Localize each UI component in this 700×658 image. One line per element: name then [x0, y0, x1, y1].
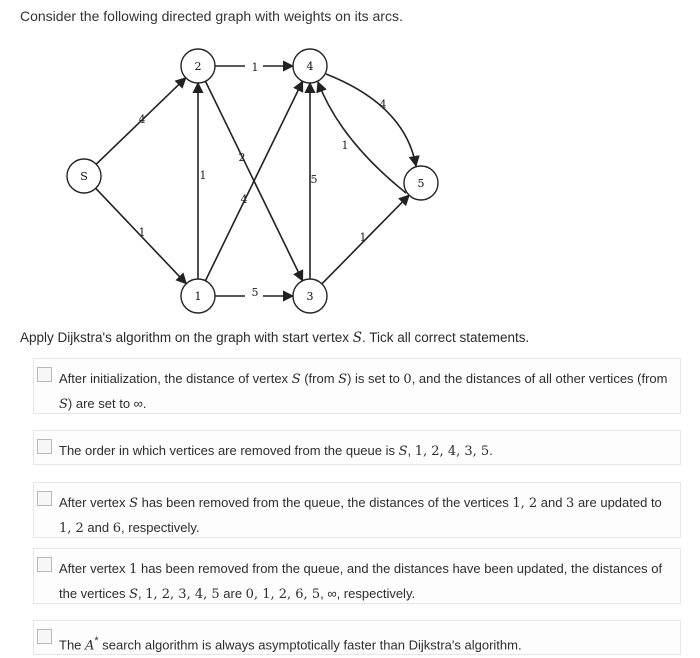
- option-text: After vertex S has been removed from the queue, the distances of the vertices 1, 2 and 3 are updated to 1, 2 and 6, respectively.: [59, 495, 662, 536]
- edge-weight-1-2: 1: [199, 169, 207, 182]
- edge-4-5: [326, 74, 416, 166]
- option-4[interactable]: [33, 548, 681, 604]
- edge-weight-1-4: 4: [240, 193, 248, 206]
- option-text: After initialization, the distance of vertex S (from S) is set to 0, and the distances of all other vertices (from S) are set to ∞.: [59, 371, 668, 412]
- edge-weight-2-4: 1: [251, 61, 259, 74]
- option-1[interactable]: [33, 358, 681, 414]
- node-1: [181, 279, 215, 313]
- checkbox[interactable]: [37, 367, 52, 382]
- intro-text: Consider the following directed graph with weights on its arcs.: [20, 8, 403, 24]
- node-3: [293, 279, 327, 313]
- edge-weight-3-5: 1: [359, 231, 367, 244]
- option-2[interactable]: [33, 430, 681, 465]
- edge-weight-1-3: 5: [251, 286, 259, 299]
- node-5: [404, 166, 438, 200]
- option-text: After vertex 1 has been removed from the queue, and the distances have been updated, the distances of the vertices S, 1, 2, 3, 4, 5 are 0, 1, 2, 6, 5, ∞, respectively.: [59, 561, 663, 602]
- node-label: S: [80, 170, 88, 183]
- edge-5-4: [318, 82, 406, 193]
- node-label: 3: [306, 290, 314, 303]
- option-3[interactable]: [33, 482, 681, 538]
- edge-weight-4-5: 4: [379, 98, 387, 111]
- node-label: 4: [306, 60, 314, 73]
- option-text: The A* search algorithm is always asymptotically faster than Dijkstra's algorithm.: [59, 635, 522, 654]
- option-5[interactable]: [33, 620, 681, 655]
- node-label: 5: [417, 177, 425, 190]
- edge-weight-2-3: 2: [238, 151, 246, 164]
- checkbox[interactable]: [37, 629, 52, 644]
- edge-weight-S-1: 1: [138, 226, 146, 239]
- edge-weight-S-2: 4: [138, 113, 146, 126]
- question-text: Apply Dijkstra's algorithm on the graph with start vertex S. Tick all correct statements.: [20, 330, 530, 346]
- node-label: 1: [194, 290, 202, 303]
- checkbox[interactable]: [37, 439, 52, 454]
- node-label: 2: [194, 60, 202, 73]
- edge-weight-5-4: 1: [341, 139, 349, 152]
- directed-graph: [0, 0, 700, 320]
- option-text: The order in which vertices are removed from the queue is S, 1, 2, 4, 3, 5.: [59, 443, 493, 459]
- node-2: [181, 49, 215, 83]
- node-4: [293, 49, 327, 83]
- node-S: [67, 159, 101, 193]
- checkbox[interactable]: [37, 491, 52, 506]
- checkbox[interactable]: [37, 557, 52, 572]
- edge-weight-3-4: 5: [310, 173, 318, 186]
